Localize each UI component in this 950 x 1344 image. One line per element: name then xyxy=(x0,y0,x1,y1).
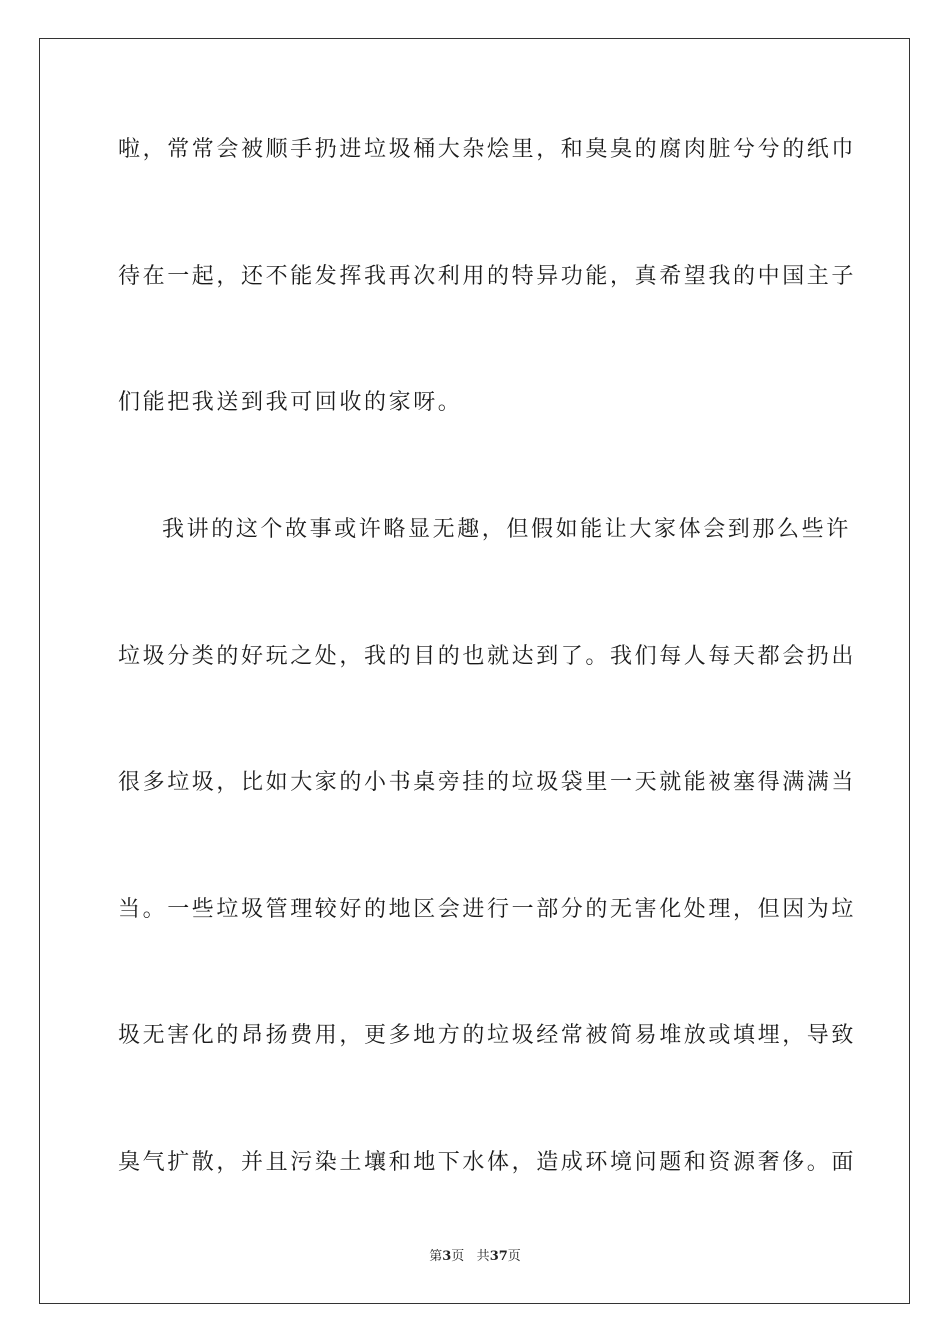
total-page-count: 37 xyxy=(489,1249,508,1264)
paragraph-start-line: 我讲的这个故事或许略显无趣，但假如能让大家体会到那么些许 xyxy=(162,517,851,542)
body-text-line: 垃圾分类的好玩之处，我的目的也就达到了。我们每人每天都会扔出 xyxy=(118,644,857,669)
body-text-line: 很多垃圾，比如大家的小书桌旁挂的垃圾袋里一天就能被塞得满满当 xyxy=(118,770,857,795)
footer-prefix: 第 xyxy=(429,1249,443,1264)
footer-page-suffix: 页 xyxy=(451,1249,465,1264)
footer-total-prefix: 共 xyxy=(476,1249,490,1264)
body-text-line: 们能把我送到我可回收的家呀。 xyxy=(118,390,463,415)
body-text-line: 啦，常常会被顺手扔进垃圾桶大杂烩里，和臭臭的腐肉脏兮兮的纸巾 xyxy=(118,137,857,162)
body-text-line: 圾无害化的昂扬费用，更多地方的垃圾经常被简易堆放或填埋，导致 xyxy=(118,1023,857,1048)
body-text-line: 当。一些垃圾管理较好的地区会进行一部分的无害化处理，但因为垃 xyxy=(118,897,857,922)
body-text-line: 臭气扩散，并且污染土壤和地下水体，造成环境问题和资源奢侈。面 xyxy=(118,1150,857,1175)
page-footer xyxy=(0,1248,950,1266)
footer-total-suffix: 页 xyxy=(507,1249,521,1264)
current-page-number: 3 xyxy=(442,1249,452,1264)
body-text-line: 待在一起，还不能发挥我再次利用的特异功能，真希望我的中国主子 xyxy=(118,264,857,289)
